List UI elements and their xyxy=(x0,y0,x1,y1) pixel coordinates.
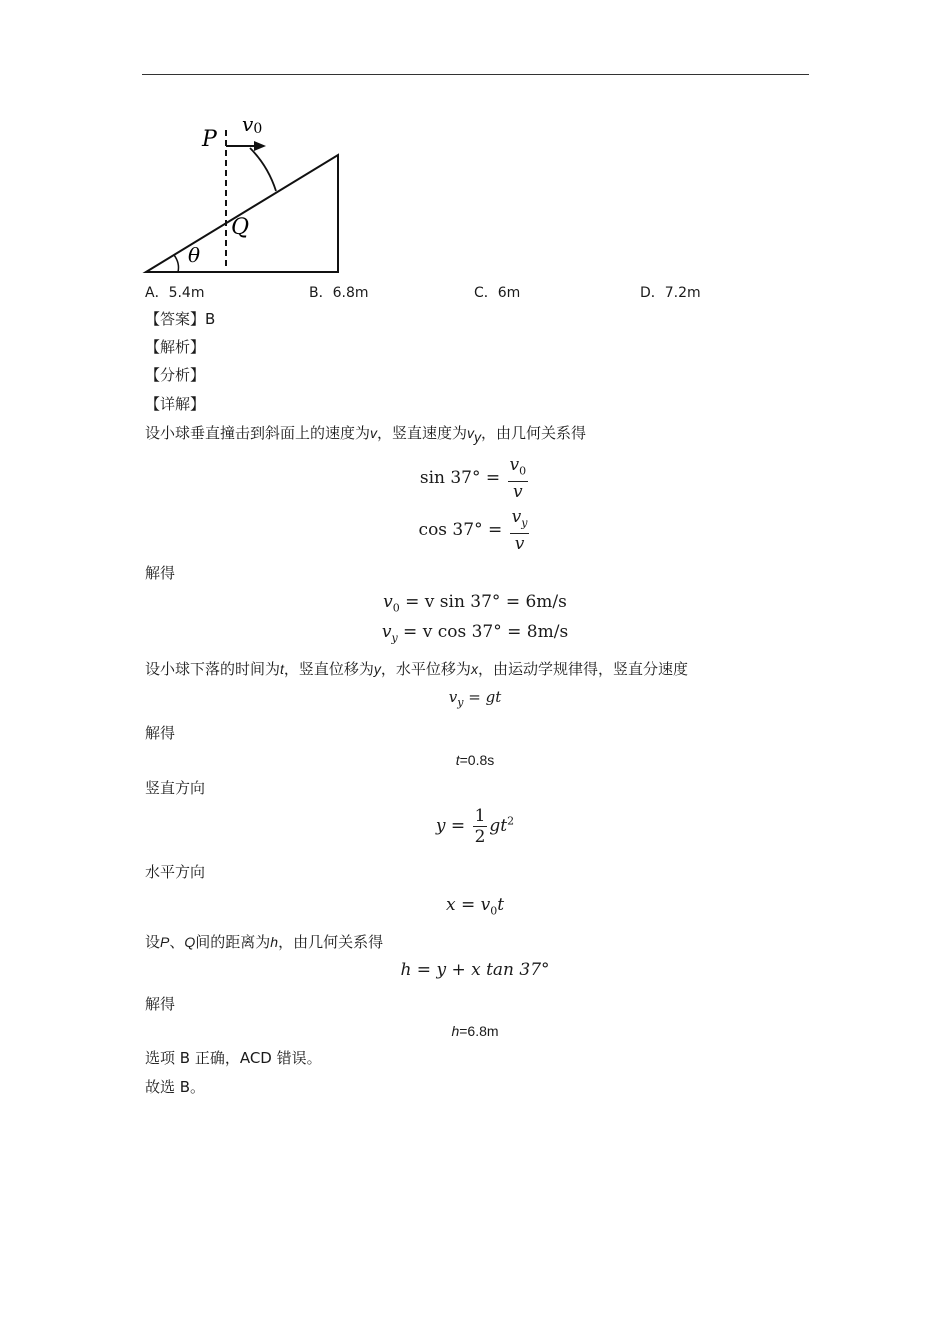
horizontal-direction: 水平方向 xyxy=(145,863,206,881)
option-c: C．6m xyxy=(474,285,521,301)
eq-h: h = y + x tan 37° xyxy=(400,960,550,980)
detail-heading: 【详解】 xyxy=(145,395,206,413)
eq-vy: $v_y = v$ cos 37° = 8m/s xyxy=(381,622,569,645)
setup-line-1: 设小球垂直撞击到斜面上的速度为v，竖直速度为$v_y$，由几何关系得 xyxy=(145,424,587,445)
eq-cos37: cos 37° = $\frac{v_y}{v}$ xyxy=(418,507,528,555)
label-P: P xyxy=(202,127,217,152)
option-b: B．6.8m xyxy=(309,285,369,301)
label-theta: θ xyxy=(188,243,201,267)
jiede-1: 解得 xyxy=(145,564,176,582)
eq-x: $x = v_0t$ xyxy=(445,895,505,918)
label-Q: Q xyxy=(231,215,250,240)
eq-t-result: t=0.8s xyxy=(455,752,495,768)
incline-figure xyxy=(138,108,358,278)
vertical-direction: 竖直方向 xyxy=(145,779,206,797)
eq-y: y = $\frac{1}{2}$ $gt^2$ xyxy=(435,806,515,847)
incline-triangle xyxy=(146,155,338,272)
analysis-heading: 【解析】 xyxy=(145,338,206,356)
conclusion-line: 故选 B。 xyxy=(145,1078,206,1096)
setup-line-2: 设小球下落的时间为t，竖直位移为y，水平位移为x，由运动学规律得，竖直分速度 xyxy=(145,660,688,678)
header-rule xyxy=(142,74,809,75)
eq-h-result: h=6.8m xyxy=(451,1023,499,1039)
eq-sin37: sin 37° = $\frac{v_0}{v}$ xyxy=(419,455,527,503)
trajectory-arc xyxy=(250,148,276,191)
jiede-3: 解得 xyxy=(145,995,176,1013)
label-v0: v0 xyxy=(242,112,263,137)
angle-arc xyxy=(174,255,179,272)
jiede-2: 解得 xyxy=(145,724,176,742)
setup-line-3: 设P、Q间的距离为h，由几何关系得 xyxy=(145,933,384,951)
fenxi-heading: 【分析】 xyxy=(145,366,206,384)
eq-vy-gt: $v_y$ = gt xyxy=(448,688,502,709)
velocity-arrow-head xyxy=(254,141,266,151)
option-a: A．5.4m xyxy=(145,285,205,301)
answer-line: 【答案】B xyxy=(145,310,216,328)
correct-line: 选项 B 正确，ACD 错误。 xyxy=(145,1049,322,1067)
eq-v0: $v_0 = v$ sin 37° = 6m/s xyxy=(383,592,567,615)
option-d: D．7.2m xyxy=(640,285,701,301)
